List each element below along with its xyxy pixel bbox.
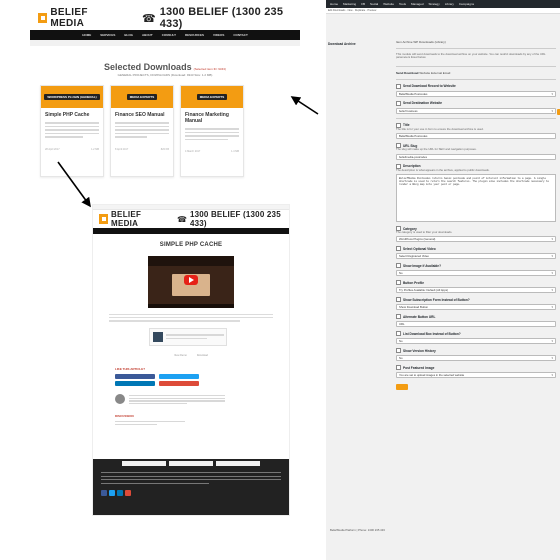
title-input[interactable]: BeliefMedia Postcodes xyxy=(396,133,556,139)
nav-item[interactable]: HOME xyxy=(82,33,92,37)
video-select[interactable]: Select Registered Video ▾ xyxy=(396,253,556,259)
card-badge: MEDIA EXPERTS xyxy=(197,94,227,100)
brand-logo-icon xyxy=(99,214,108,224)
card-image xyxy=(41,86,103,108)
admin-bar-item[interactable]: Marketing xyxy=(343,2,357,6)
button-profile-label[interactable]: Button Profile xyxy=(396,280,556,285)
downloads-title: Selected Downloads xyxy=(104,62,192,72)
description-textarea[interactable]: BeliefMedia Postcodes returns basic postcode and point of interest information to a page. A single shortcode is used to return the search features. The plugin also includes the shortcode necessary to render a Bing map into your post or page. xyxy=(396,174,556,222)
site-header xyxy=(93,210,289,228)
admin-bar-item[interactable]: Strategy xyxy=(428,2,440,6)
facebook-share-button[interactable] xyxy=(115,374,155,379)
wp-admin-panel xyxy=(326,0,560,560)
url-input[interactable]: beliefmedia-postcodes xyxy=(396,154,556,160)
download-thumbnail xyxy=(153,332,163,342)
admin-bar-item[interactable]: Tools xyxy=(399,2,407,6)
destination-checkbox[interactable]: Send Destination Website xyxy=(396,101,556,106)
downloads-title-note: (Selected item ID: 9343) xyxy=(193,67,226,71)
download-card[interactable] xyxy=(110,85,174,177)
site-subnav xyxy=(30,40,300,46)
send-download-label: Send Download xyxy=(396,70,419,75)
image-label[interactable]: Show Image if Available? xyxy=(396,263,556,268)
brand-name[interactable]: BELIEF MEDIA xyxy=(110,210,142,228)
website-select[interactable]: BeliefMedia Postcodes ▾ xyxy=(396,91,556,97)
footer-button[interactable] xyxy=(122,461,166,466)
alt-url-input[interactable]: URL xyxy=(396,321,556,327)
nav-item[interactable]: ABOUT xyxy=(142,33,153,37)
card-badge: WORDPRESS PLUGIN (GENERAL) xyxy=(44,94,99,100)
site-preview-downloads xyxy=(30,6,300,171)
video-player[interactable] xyxy=(148,256,234,308)
url-label: URL Slug xyxy=(396,143,556,148)
card-date: 28 April 2017 xyxy=(45,147,60,151)
downloads-subtitle: GENERAL PROJECTS, DOWNLOADS (Download: 9343 Size: 1.2 MB) xyxy=(117,73,213,77)
video-controls[interactable] xyxy=(148,304,234,308)
download-card[interactable] xyxy=(180,85,244,177)
title-label: Title xyxy=(396,123,556,128)
category-select[interactable]: WordPress Plugins (General) ▾ xyxy=(396,236,556,242)
play-icon[interactable] xyxy=(184,275,198,285)
admin-toolbar xyxy=(326,8,560,14)
category-label: Category xyxy=(396,226,556,231)
phone-number[interactable]: 1300 BELIEF (1300 235 433) xyxy=(159,6,284,30)
phone-icon: ☎ xyxy=(176,214,187,224)
download-cards xyxy=(30,77,300,177)
featured-image-select[interactable]: You are set to upload images in the selected website ▾ xyxy=(396,372,556,378)
publish-button[interactable] xyxy=(396,384,408,390)
card-size: 1.4 MB xyxy=(231,150,239,153)
toolbar-text[interactable]: Edit Downloads · New · Duplicate · Preview xyxy=(328,9,377,12)
twitter-share-button[interactable] xyxy=(159,374,199,379)
nav-item[interactable]: BLOG xyxy=(124,33,134,37)
nav-item[interactable]: RESOURCES xyxy=(184,33,204,37)
card-title[interactable]: Simple PHP Cache xyxy=(45,112,90,118)
demo-link[interactable]: View Demo xyxy=(174,353,187,357)
subscription-label[interactable]: Show Subscription Form Instead of Button? xyxy=(396,297,556,302)
image-select[interactable]: No ▾ xyxy=(396,270,556,276)
facebook-icon[interactable] xyxy=(101,490,107,496)
share-heading: LIKE THIS ARTICLE? xyxy=(115,366,146,371)
social-icons xyxy=(101,490,289,496)
button-profile-select[interactable]: Try Profiles Available: Default (All Apps) ▾ xyxy=(396,287,556,293)
phone-icon: ☎ xyxy=(142,12,156,25)
linkedin-share-button[interactable] xyxy=(115,381,155,386)
status-bar: BeliefMedia Platform | Phone: 1300 235 433 xyxy=(330,528,385,532)
avatar xyxy=(115,394,125,404)
comment-item xyxy=(115,421,185,425)
description-label: Description xyxy=(396,164,556,169)
site-nav xyxy=(93,228,289,234)
admin-bar-item[interactable]: FB xyxy=(361,2,366,6)
featured-image-label[interactable]: Post Featured Image xyxy=(396,365,556,370)
comments-heading: DISCUSSION xyxy=(115,413,134,418)
version-select[interactable]: No ▾ xyxy=(396,355,556,361)
post-links xyxy=(93,354,289,357)
brand-name[interactable]: BELIEF MEDIA xyxy=(50,7,88,29)
card-title[interactable]: Finance SEO Manual xyxy=(115,112,165,118)
google-share-button[interactable] xyxy=(159,381,199,386)
title-note: The title is for your use in form to ensure the download archive is used. xyxy=(396,126,484,131)
form-intro: This module will send downloads to the download archive on your website. You can restrict downloads by any of the URL parameters listed below. xyxy=(396,52,546,60)
list-box-label[interactable]: List Download Box Instead of Button? xyxy=(396,331,556,336)
post-body xyxy=(109,314,273,322)
card-title[interactable]: Finance Marketing Manual xyxy=(185,112,229,124)
destination-select[interactable]: belief business ▾ xyxy=(396,108,556,114)
site-preview-post xyxy=(92,204,290,516)
card-date: 4 March 2017 xyxy=(185,150,201,153)
admin-bar-item[interactable]: Website xyxy=(383,2,394,6)
section-title: Download Archive xyxy=(328,42,356,46)
author-box xyxy=(115,394,289,406)
nav-item[interactable]: SERVICES xyxy=(100,33,116,37)
youtube-icon[interactable] xyxy=(125,490,131,496)
twitter-icon[interactable] xyxy=(109,490,115,496)
admin-bar xyxy=(326,0,560,8)
category-note: The category is used to filter your downloads. xyxy=(396,230,453,235)
admin-bar-item[interactable]: Social xyxy=(370,2,379,6)
site-footer xyxy=(93,459,289,515)
footer-button[interactable] xyxy=(169,461,213,466)
admin-bar-item[interactable]: Home xyxy=(330,2,339,6)
admin-bar-item[interactable]: Managed xyxy=(411,2,424,6)
card-size: 820 KB xyxy=(160,147,169,151)
nav-item[interactable]: CONTACT xyxy=(233,33,248,37)
post-title: SIMPLE PHP CACHE xyxy=(159,242,223,248)
admin-bar-item[interactable]: Library xyxy=(444,2,454,6)
description-note: The description is what appears in the archive, applied to public downloads. xyxy=(396,167,490,172)
download-link[interactable]: Download xyxy=(196,353,208,357)
linkedin-icon[interactable] xyxy=(117,490,123,496)
video-label[interactable]: Select Optional Video xyxy=(396,246,556,251)
download-box[interactable] xyxy=(149,328,227,346)
footer-button[interactable] xyxy=(216,461,260,466)
record-checkbox[interactable]: Send Download Record to Website xyxy=(396,84,556,89)
nav-item[interactable]: VIDEOS xyxy=(212,33,225,37)
url-note: The slug will make up the URL for SEO and navigation purposes. xyxy=(396,147,477,152)
send-options[interactable]: Website External Email xyxy=(419,70,451,75)
site-nav xyxy=(30,30,300,40)
site-header xyxy=(30,6,300,30)
nav-item[interactable]: CONSULT xyxy=(161,33,176,37)
share-buttons xyxy=(115,374,289,386)
card-image xyxy=(111,86,173,108)
list-box-select[interactable]: No ▾ xyxy=(396,338,556,344)
card-badge: MEDIA EXPERTS xyxy=(127,94,157,100)
phone-number[interactable]: 1300 BELIEF (1300 235 433) xyxy=(189,210,281,228)
admin-bar-item[interactable]: Campaigns xyxy=(458,2,475,6)
archive-options[interactable]: Item Archive WP Downloads (Library) xyxy=(396,40,446,44)
brand-logo-icon xyxy=(38,13,47,23)
card-image xyxy=(181,86,243,108)
downloads-heading xyxy=(30,62,300,77)
download-form xyxy=(396,40,556,390)
card-size: 1.2 MB xyxy=(91,147,99,151)
alt-url-label[interactable]: Alternate Button URL xyxy=(396,314,556,319)
download-card[interactable] xyxy=(40,85,104,177)
subscription-select[interactable]: Show Download Button ▾ xyxy=(396,304,556,310)
card-date: 8 April 2017 xyxy=(115,147,129,151)
version-label[interactable]: Show Version History xyxy=(396,348,556,353)
